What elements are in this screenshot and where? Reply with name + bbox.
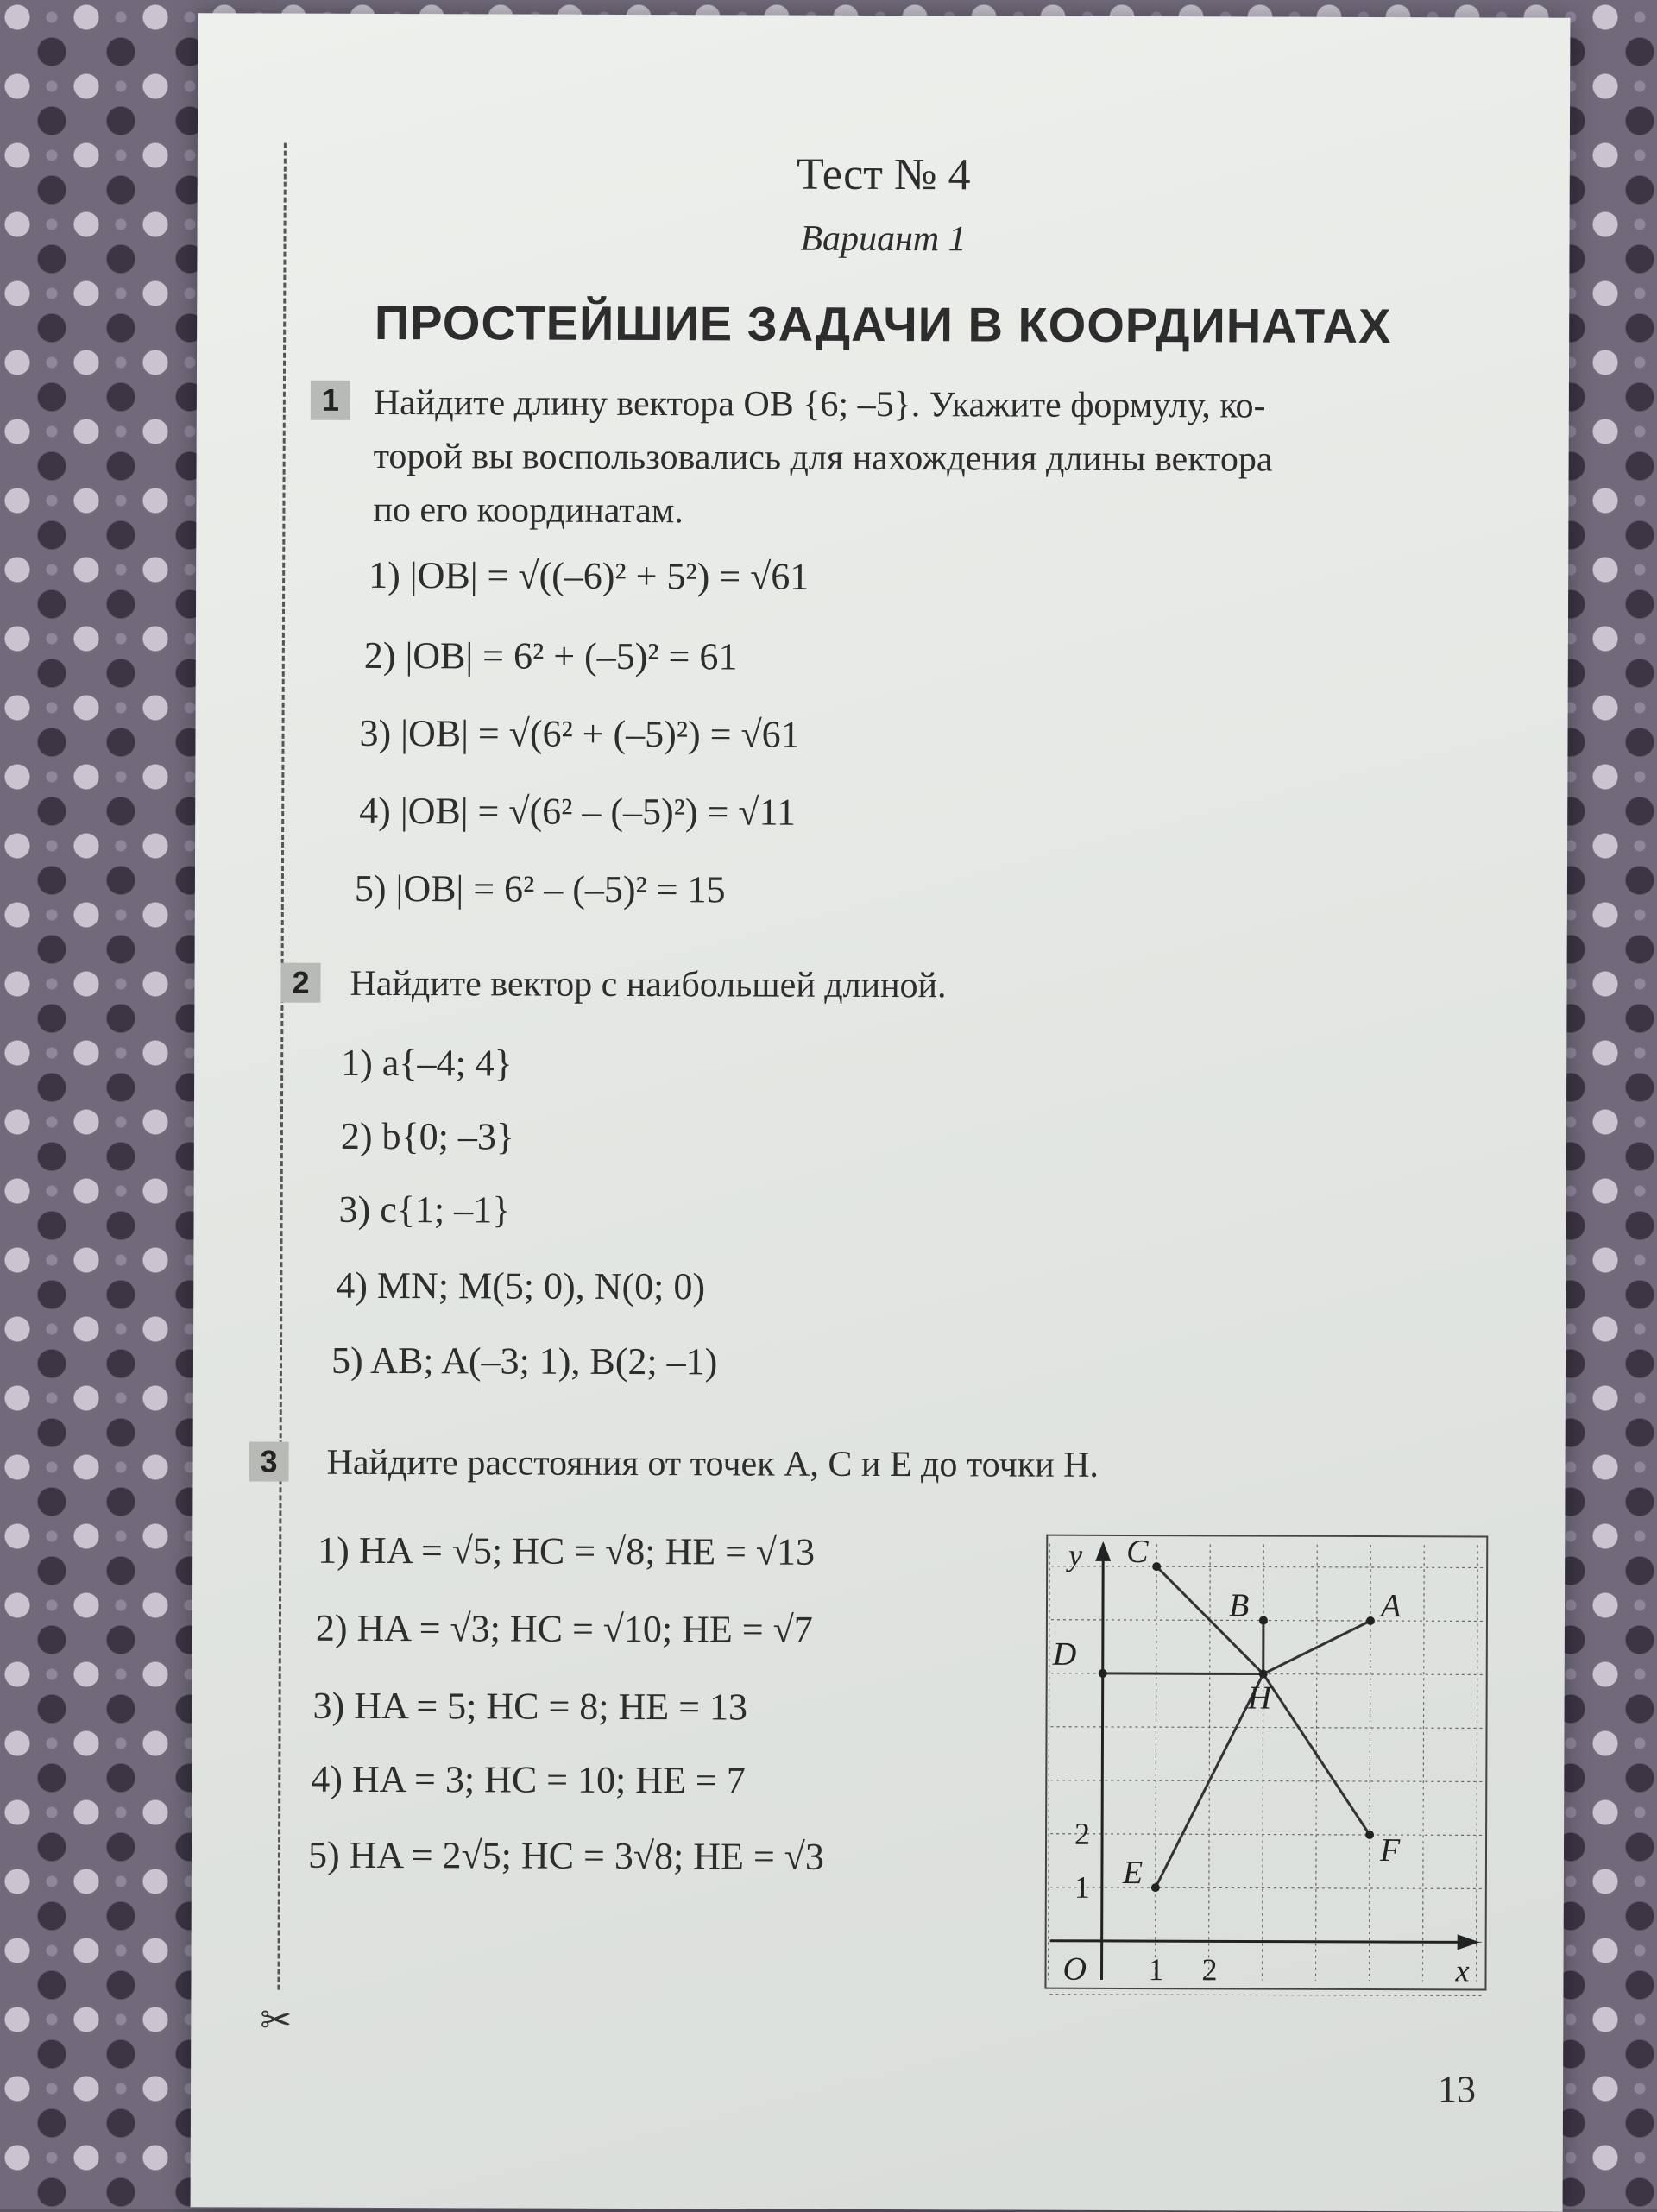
point-label-B: B — [1229, 1587, 1249, 1623]
grid-line-horizontal — [1051, 1727, 1483, 1729]
point-H — [1259, 1670, 1268, 1679]
x-axis — [1050, 1941, 1477, 1943]
x-tick-label: 2 — [1201, 1952, 1217, 1987]
question-3-text: Найдите расстояния от точек A, C и E до точки H. — [326, 1436, 1099, 1492]
y-axis-arrow — [1095, 1541, 1111, 1561]
point-label-D: D — [1052, 1636, 1077, 1673]
x-axis-arrow — [1458, 1934, 1480, 1950]
question-1-line-2: торой вы воспользовались для нахождения длины вектора — [374, 430, 1273, 487]
question-number: 3 — [249, 1441, 289, 1481]
page-number: 13 — [1438, 2067, 1476, 2111]
grid-line-vertical — [1422, 1545, 1424, 1981]
grid-line-vertical — [1048, 1544, 1049, 1980]
question-3-option-3[interactable]: 3) HA = 5; HC = 8; HE = 13 — [313, 1684, 748, 1730]
point-A — [1366, 1616, 1375, 1625]
question-1-line-1: Найдите длину вектора OB {6; –5}. Укажите формулу, ко- — [374, 376, 1266, 433]
scissors-icon: ✂ — [260, 1998, 292, 2042]
question-3-option-4[interactable]: 4) HA = 3; HC = 10; HE = 7 — [311, 1757, 746, 1803]
question-1-option-4[interactable]: 4) |OB| = √(6² – (–5)²) = √11 — [359, 789, 796, 835]
variant-label: Вариант 1 — [197, 216, 1569, 262]
point-label-E: E — [1122, 1855, 1143, 1891]
grid-line-horizontal — [1049, 1995, 1481, 1996]
point-label-F: F — [1379, 1832, 1401, 1869]
question-2-option-1[interactable]: 1) a{–4; 4} — [341, 1041, 513, 1086]
point-label-C: C — [1126, 1534, 1149, 1570]
question-number: 1 — [311, 381, 350, 420]
point-E — [1151, 1883, 1160, 1892]
y-tick-label: 1 — [1074, 1870, 1090, 1905]
textbook-page — [191, 13, 1571, 2212]
question-1-option-2[interactable]: 2) |OB| = 6² + (–5)² = 61 — [364, 633, 738, 679]
segment-DH — [1103, 1673, 1263, 1674]
question-2-option-4[interactable]: 4) MN; M(5; 0), N(0; 0) — [336, 1264, 705, 1308]
question-1-option-3[interactable]: 3) |OB| = √(6² + (–5)²) = √61 — [359, 711, 799, 757]
question-1-option-5[interactable]: 5) |OB| = 6² – (–5)² = 15 — [355, 867, 726, 911]
grid-line-horizontal — [1051, 1566, 1483, 1568]
question-2-text: Найдите вектор с наибольшей длиной. — [350, 957, 946, 1012]
question-3-option-1[interactable]: 1) HA = √5; HC = √8; HE = √13 — [318, 1528, 815, 1574]
question-number: 2 — [280, 963, 320, 1003]
grid-line-horizontal — [1050, 1780, 1482, 1782]
x-axis-label: x — [1454, 1953, 1469, 1988]
grid-line-horizontal — [1050, 1834, 1482, 1836]
x-tick-label: 1 — [1148, 1952, 1163, 1987]
y-axis-label: y — [1066, 1538, 1082, 1572]
point-C — [1152, 1562, 1161, 1571]
y-tick-label: 2 — [1074, 1817, 1090, 1851]
grid-line-horizontal — [1050, 1887, 1482, 1889]
graph-border — [1045, 1535, 1487, 1990]
question-3-option-5[interactable]: 5) HA = 2√5; HC = 3√8; HE = √3 — [308, 1833, 824, 1879]
question-1-option-1[interactable]: 1) |OB| = √((–6)² + 5²) = √61 — [369, 553, 809, 599]
grid-line-vertical — [1369, 1545, 1370, 1981]
question-2-option-5[interactable]: 5) AB; A(–3; 1), B(2; –1) — [331, 1339, 718, 1384]
cut-line — [277, 143, 286, 1990]
point-label-A: A — [1378, 1588, 1402, 1624]
y-axis — [1101, 1544, 1103, 1980]
coordinate-graph — [1041, 1531, 1491, 1999]
grid-line-vertical — [1262, 1545, 1263, 1981]
origin-label: O — [1062, 1951, 1087, 1988]
test-title: Тест № 4 — [198, 147, 1570, 203]
point-D — [1099, 1669, 1107, 1678]
question-3-option-2[interactable]: 2) HA = √3; HC = √10; HE = √7 — [316, 1606, 813, 1652]
grid-line-vertical — [1155, 1544, 1156, 1980]
point-F — [1365, 1831, 1374, 1839]
point-B — [1259, 1616, 1268, 1625]
point-label-H: H — [1247, 1679, 1274, 1716]
question-2-option-2[interactable]: 2) b{0; –3} — [341, 1114, 514, 1159]
question-1-line-3: по его координатам. — [373, 483, 684, 538]
grid-line-vertical — [1315, 1545, 1317, 1981]
grid-line-vertical — [1208, 1544, 1210, 1980]
grid-line-vertical — [1476, 1545, 1477, 1981]
question-2-option-3[interactable]: 3) c{1; –1} — [339, 1188, 511, 1232]
page-heading: ПРОСТЕЙШИЕ ЗАДАЧИ В КООРДИНАТАХ — [197, 293, 1569, 355]
